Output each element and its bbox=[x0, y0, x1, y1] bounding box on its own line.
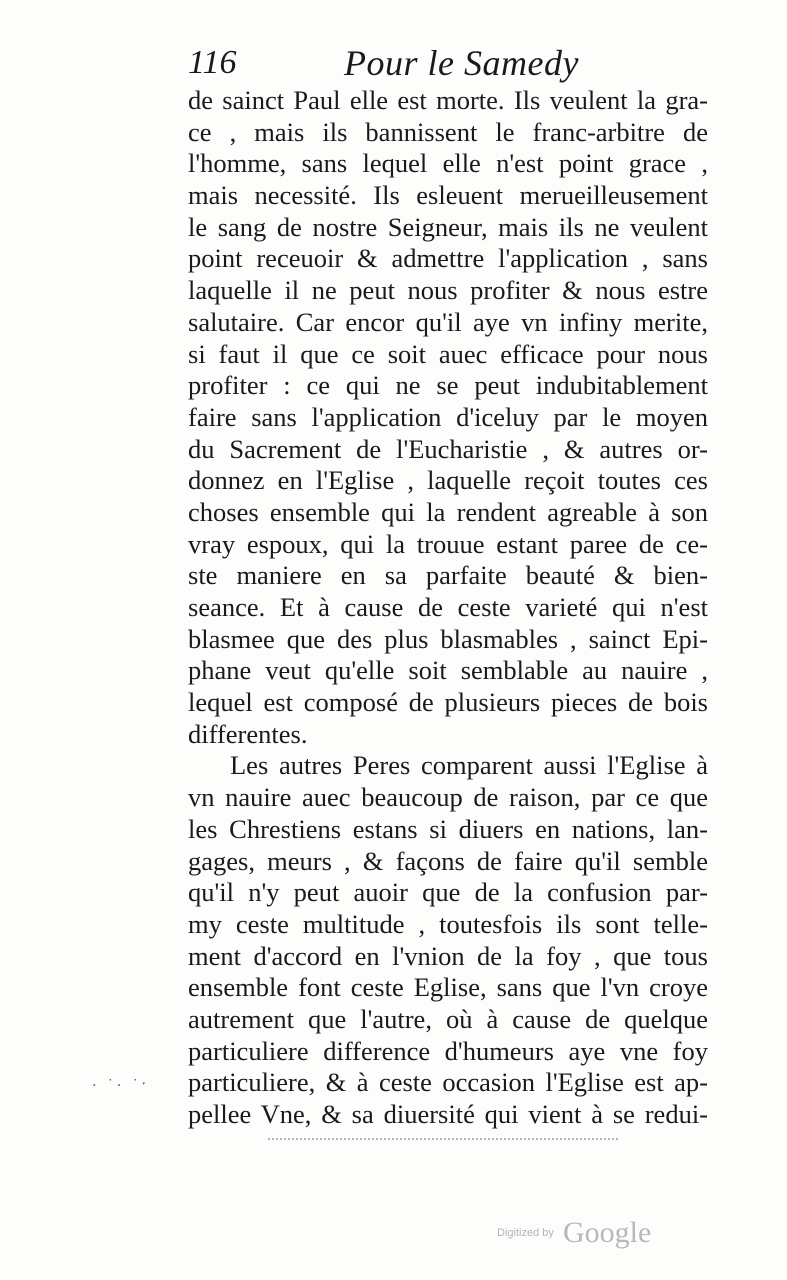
text-line: choses ensemble qui la rendent agreable à son bbox=[188, 496, 708, 527]
margin-ink-specks: · ˙· ˙ˑ bbox=[92, 1078, 150, 1094]
text-line: faire sans l'application d'iceluy par le moyen bbox=[188, 401, 708, 432]
text-line: profiter : ce qui ne se peut indubitablement bbox=[188, 370, 708, 401]
text-line: ment d'accord en l'vnion de la foy , que tous bbox=[188, 940, 708, 971]
watermark-prefix: Digitized by bbox=[497, 1227, 554, 1239]
page-header bbox=[188, 40, 708, 86]
text-line: qu'il n'y peut auoir que de la confusion par- bbox=[188, 877, 708, 908]
text-line: seance. Et à cause de ceste varieté qui n'est bbox=[188, 592, 708, 622]
paragraph-first-line: Les autres Peres comparent aussi l'Eglise à bbox=[230, 750, 708, 781]
text-line: pellee Vne, & sa diuersité qui vient à se redui- bbox=[188, 1099, 708, 1129]
bleed-through-rule bbox=[268, 1138, 618, 1142]
text-line: my ceste multitude , toutesfois ils sont telle- bbox=[188, 908, 708, 939]
text-line: du Sacrement de l'Eucharistie , & autres or- bbox=[188, 433, 708, 464]
text-line: vn nauire auec beaucoup de raison, par ce que bbox=[188, 782, 708, 813]
text-line: de sainct Paul elle est morte. Ils veulent la gra- bbox=[188, 85, 708, 115]
text-line: lequel est composé de plusieurs pieces de bois bbox=[188, 687, 708, 718]
text-line: ste maniere en sa parfaite beauté & bien- bbox=[188, 560, 708, 591]
text-line: vray espoux, qui la trouue estant paree de ce- bbox=[188, 528, 708, 559]
text-line: blasmee que des plus blasmables , sainct Epi- bbox=[188, 623, 708, 654]
text-line: gages, meurs , & façons de faire qu'il semble bbox=[188, 845, 708, 876]
text-line: phane veut qu'elle soit semblable au nauire , bbox=[188, 655, 708, 686]
text-line: particuliere, & à ceste occasion l'Eglise est ap- bbox=[188, 1067, 708, 1098]
text-line: le sang de nostre Seigneur, mais ils ne veulent bbox=[188, 211, 708, 242]
body-text bbox=[188, 85, 708, 1131]
text-line: particuliere difference d'humeurs aye vne foy bbox=[188, 1035, 708, 1066]
text-line: salutaire. Car encor qu'il aye vn infiny merite, bbox=[188, 306, 708, 337]
text-line: autrement que l'autre, où à cause de quelque bbox=[188, 1003, 708, 1034]
digitization-watermark bbox=[497, 1216, 651, 1256]
text-line: ensemble font ceste Eglise, sans que l'vn croye bbox=[188, 972, 708, 1003]
google-logo: Google bbox=[562, 1216, 652, 1249]
text-line: point receuoir & admettre l'application , sans bbox=[188, 243, 708, 274]
page-number: 116 bbox=[188, 44, 237, 81]
text-line: laquelle il ne peut nous profiter & nous estre bbox=[188, 275, 708, 306]
running-title: Pour le Samedy bbox=[344, 43, 579, 83]
text-line: donnez en l'Eglise , laquelle reçoit toutes ces bbox=[188, 465, 708, 496]
text-line: ce , mais ils bannissent le franc-arbitre de bbox=[188, 116, 708, 147]
text-line: mais necessité. Ils esleuent merueilleusement bbox=[188, 180, 708, 211]
text-line: les Chrestiens estans si diuers en nations, lan- bbox=[188, 813, 708, 844]
text-line: l'homme, sans lequel elle n'est point grace , bbox=[188, 148, 708, 179]
text-line: si faut il que ce soit auec efficace pour nous bbox=[188, 338, 708, 369]
text-line: differentes. bbox=[188, 718, 308, 749]
